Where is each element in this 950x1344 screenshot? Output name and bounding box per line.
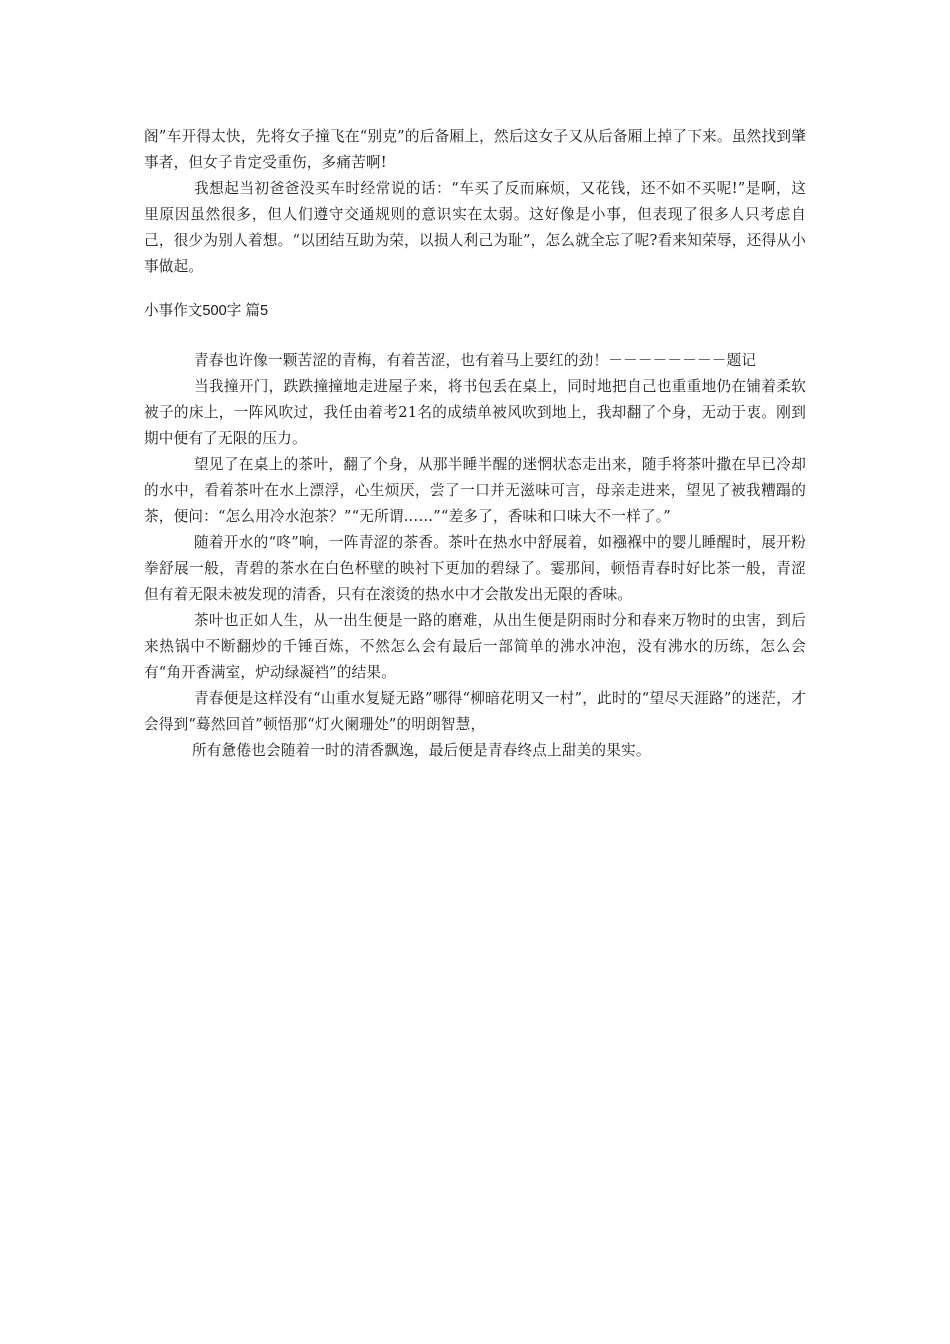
paragraph: 茶叶也正如人生，从一出生便是一路的磨难，从出生便是阴雨时分和春来万物时的虫害，到后来热锅中不断翻炒的千锤百炼，不然怎么会有最后一部简单的沸水冲泡，没有沸水的历练，怎么会有“角开香满室，炉动绿凝裆”的结果。: [144, 612, 806, 681]
paragraph: 望见了在桌上的茶叶，翻了个身，从那半睡半醒的迷惘状态走出来，随手将茶叶撒在早已冷却的水中，看着茶叶在水上漂浮，心生烦厌，尝了一口并无滋味可言，母亲走进来，望见了被我糟蹋的茶，便问：“怎么用冷水泡茶？”“无所谓……”“差多了，香味和口味大不一样了。”: [144, 456, 806, 525]
main-section: [144, 348, 806, 764]
paragraph: 我想起当初爸爸没买车时经常说的话：“车买了反而麻烦，又花钱，还不如不买呢!”是啊，这里原因虽然很多，但人们遵守交通规则的意识实在太弱。这好像是小事，但表现了很多人只考虑自己，很少为别人着想。“以团结互助为荣，以损人利己为耻”，怎么就全忘了呢?看来知荣辱，还得从小事做起。: [144, 180, 806, 275]
paragraph: 青春也许像一颗苦涩的青梅，有着苦涩，也有着马上要红的劲！－－－－－－－－题记: [194, 352, 757, 369]
paragraph: 随着开水的“咚”响，一阵青涩的茶香。茶叶在热水中舒展着，如襁褓中的婴儿睡醒时，展开粉拳舒展一般，青碧的茶水在白色杯壁的映衬下更加的碧绿了。霎那间，顿悟青春时好比茶一般，青涩但有着无限未被发现的清香，只有在滚烫的热水中才会散发出无限的香味。: [144, 534, 806, 603]
paragraph: 青春便是这样没有“山重水复疑无路”哪得“柳暗花明又一村”，此时的“望尽天涯路”的迷茫，才会得到“蓦然回首”顿悟那“灯火阑珊处”的明朗智慧，: [144, 690, 806, 733]
paragraph: 所有惫倦也会随着一时的清香飘逸，最后便是青春终点上甜美的果实。: [192, 742, 651, 759]
paragraph: 阁”车开得太快，先将女子撞飞在“别克”的后备厢上，然后这女子又从后备厢上掉了下来。虽然找到肇事者，但女子肯定受重伤，多痛苦啊!: [144, 128, 806, 171]
section-heading: 小事作文500字 篇5: [144, 303, 269, 319]
top-section: [144, 124, 806, 280]
paragraph: 当我撞开门，跌跌撞撞地走进屋子来，将书包丢在桌上，同时地把自己也重重地仍在铺着柔软被子的床上，一阵风吹过，我任由着考21名的成绩单被风吹到地上，我却翻了个身，无动于衷。刚到期中便有了无限的压力。: [144, 378, 806, 447]
